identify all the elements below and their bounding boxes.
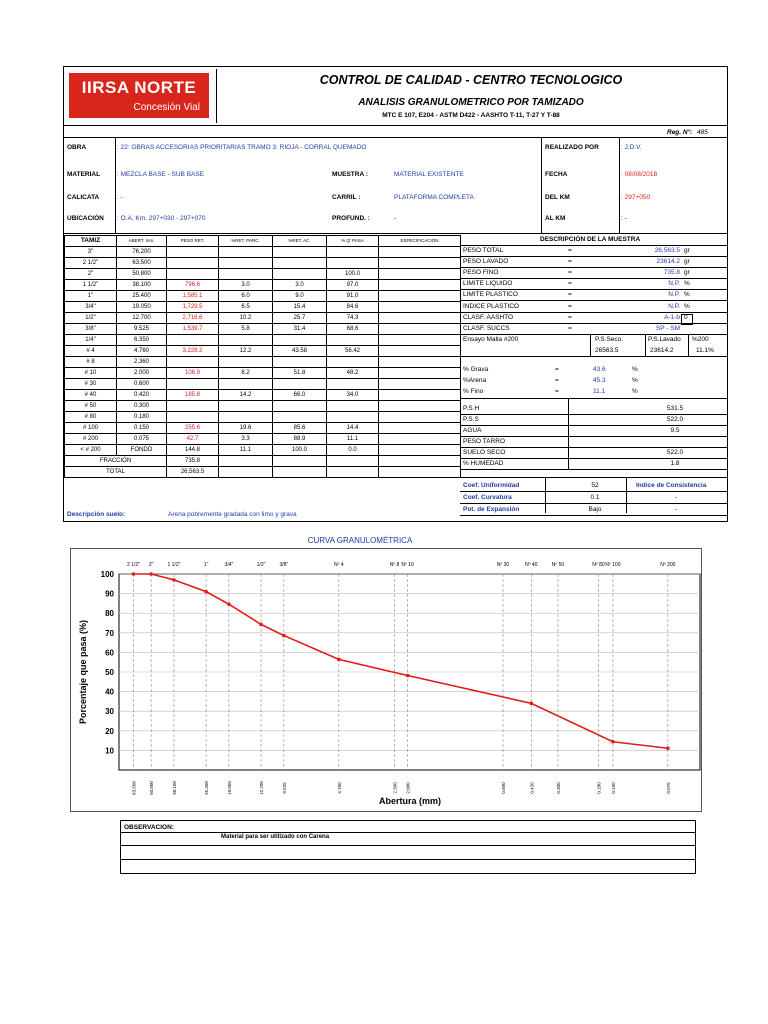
sieve-cell: 1 1/2" [65,280,117,291]
soil-description-label: Descripción suelo: [67,511,126,518]
sieve-tick-label: Nº 100 [605,562,621,568]
peso-lavado-label: PESO LAVADO [463,258,509,266]
peso-lavado-unit: gr [684,258,690,266]
aashto-index: 0 [684,314,688,321]
fecha-value: : 08/08/2018 [621,171,658,178]
y-tick-label: 70 [105,628,114,638]
sieve-cell: 84.6 [327,302,379,313]
pss-value: 522.0 [666,416,684,423]
ps-lavado-label: P.S.Lavado [648,336,681,343]
peso-total-unit: gr [684,247,690,254]
data-point [204,590,208,594]
sieve-cell: FONDO [117,445,167,456]
sieve-tick-label: 2 1/2" [127,562,140,568]
y-tick-label: 60 [105,648,114,658]
clasf-sucs-value: SP - SM [655,324,680,332]
sieve-tick-label: Nº 30 [496,562,510,568]
limite-plastico-eq: = [568,291,572,299]
pct200-label: %200 [692,336,709,343]
sieve-tick-label: 1/2" [256,562,266,568]
carril-label: CARRIL : [332,194,361,201]
sieve-cell: 15.4 [273,302,327,313]
sieve-cell: 2,716.6 [167,313,219,324]
logo-main-text: IIRSA NORTE [81,78,197,97]
alkm-value: : - [621,215,627,222]
peso-fino-value: 735.8 [663,269,680,277]
sieve-cell: 25.400 [117,291,167,302]
sieve-cell: # 4 [65,346,117,357]
sieve-cell: 11.1 [219,445,273,456]
y-tick-label: 30 [105,707,114,717]
sieve-cell: 8.2 [219,368,273,379]
peso-lavado-eq: = [568,258,572,266]
psh-label: P.S.H [463,405,480,412]
sieve-cell: 1,539.7 [167,324,219,335]
sieve-cell: 11.1 [327,434,379,445]
grava-label: % Grava [463,366,489,373]
muestra-label: MUESTRA : [332,171,368,178]
ps-seco-label: P.S.Seco. [595,336,624,343]
divider [121,845,695,846]
report-norms: MTC E 107, E204 - ASTM D422 - AASHTO T-11, T-27 Y T-88 [382,112,560,119]
sieve-cell: 0.600 [117,379,167,390]
total-row-label: TOTAL [65,467,167,478]
sieve-tick-label: Nº 8 [389,562,400,568]
agua-label: AGUA [463,427,482,434]
sieve-cell: 0.0 [327,445,379,456]
sieve-cell: # 10 [65,368,117,379]
calicata-value: : - [117,194,123,201]
sieve-cell: 1,729.5 [167,302,219,313]
sieve-cell: 1/2" [65,313,117,324]
sieve-cell: 12.2 [219,346,273,357]
sieve-cell: # 8 [65,357,117,368]
sieve-cell: 255.6 [167,423,219,434]
sieve-cell: 48.2 [327,368,379,379]
y-tick-label: 10 [105,746,114,756]
coef-uniformidad-value: 52 [591,482,599,489]
sieve-cell: 85.6 [273,423,327,434]
sieve-cell: 12.700 [117,313,167,324]
sieve-cell: 1" [65,291,117,302]
sieve-cell: 88.9 [273,434,327,445]
x-tick-label: 38.100 [171,781,177,795]
data-point [149,572,153,576]
sieve-cell: # 200 [65,434,117,445]
x-tick-label: 63.500 [131,781,137,795]
suelo-seco-value: 522.0 [666,449,684,456]
peso-total-value: 26,563.5 [654,247,680,254]
y-tick-label: 20 [105,726,114,736]
data-point [132,572,136,576]
profund-value: - [394,215,397,222]
sieve-cell: 3/8" [65,324,117,335]
sieve-cell: 74.3 [327,313,379,324]
x-tick-label: 12.700 [259,781,265,795]
x-tick-label: 4.760 [336,782,342,794]
sieve-cell: 796.6 [167,280,219,291]
sieve-tick-label: Nº 80 [592,562,605,568]
reg-label: Reg. N°: [667,129,693,136]
peso-fino-unit: gr [684,269,690,277]
x-tick-label: 0.300 [555,782,561,794]
data-point [666,746,670,750]
data-point [337,658,341,662]
sieve-header-cell: PESO RET. [167,236,219,247]
expansion-dash: - [675,506,678,513]
grading-curve-line [133,574,667,748]
x-tick-label: 0.180 [596,782,602,794]
sieve-cell: 2.360 [117,357,167,368]
sieve-cell: 43.58 [273,346,327,357]
clasf-sucs-eq: = [568,324,572,332]
sieve-cell: 0.180 [117,412,167,423]
clasf-aashto-label: CLASF. AASHTO [463,313,514,321]
observation-text: Material para ser utilizado con Carena [221,834,330,840]
calicata-label: CALICATA [67,194,100,201]
x-tick-label: 19.050 [226,781,232,795]
fecha-label: FECHA [545,171,568,178]
y-axis-label: Porcentaje que pasa (%) [78,619,88,725]
alkm-label: AL KM [545,215,566,222]
sieve-cell: 2" [65,269,117,280]
sieve-tick-label: Nº 4 [334,562,344,568]
sieve-cell: 10.2 [219,313,273,324]
x-tick-label: 0.150 [610,782,616,794]
sieve-cell: 6.5 [219,302,273,313]
carril-value: PLATAFORMA COMPLETA [394,194,474,201]
clasf-aashto-eq: = [568,313,572,321]
sieve-cell: 51.8 [273,368,327,379]
ps-lavado-value: 23614.2 [650,347,674,354]
sieve-cell: # 30 [65,379,117,390]
sieve-cell: 3.0 [273,280,327,291]
sieve-cell: # 80 [65,412,117,423]
arena-label: %Arena [463,377,487,384]
x-tick-label: 50.800 [149,781,155,795]
data-point [611,740,615,744]
sieve-cell: 2 1/2" [65,258,117,269]
sieve-cell: 0.300 [117,401,167,412]
fraction-row-value: 735.8 [167,456,219,467]
sieve-cell: 76.200 [117,247,167,258]
x-tick-label: 0.075 [665,782,671,794]
psh-value: 531.5 [666,405,684,412]
consistencia-dash: - [675,494,678,501]
obra-label: OBRA [67,144,87,151]
sieve-cell: 31.4 [273,324,327,335]
peso-fino-eq: = [568,269,572,277]
coef-uniformidad-label: Coef. Uniformidad [463,482,520,489]
chart-title: CURVA GRANULOMÉTRICA [307,536,413,545]
x-tick-label: 25.400 [204,781,210,795]
sieve-cell: # 100 [65,423,117,434]
limite-liquido-value: N.P. [668,280,680,288]
fraction-row-label: FRACCIÓN [65,456,167,467]
x-tick-label: 9.525 [281,782,287,794]
limite-liquido-label: LIMITE LIQUIDO [463,280,513,288]
peso-fino-label: PESO FINO [463,269,499,277]
realizado-label: REALIZADO POR [545,144,599,151]
sieve-cell: 66.0 [273,390,327,401]
sieve-cell: 14.4 [327,423,379,434]
sieve-cell: 100.0 [327,269,379,280]
clasf-aashto-value: A-1-b [664,313,680,321]
pss-label: P.S.S [463,416,479,423]
arena-pct: % [632,377,638,384]
ps-seco-value: 26563.5 [595,347,619,354]
sieve-header-cell: TAMIZ [65,236,117,247]
muestra-value: MATERIAL EXISTENTE [394,171,464,178]
sieve-header-cell: %RET. PARC. [219,236,273,247]
divider [121,832,695,833]
sieve-tick-label: 1" [203,562,209,568]
sieve-tick-label: Nº 50 [551,562,565,568]
limite-plastico-unit: % [684,291,690,299]
sieve-header-cell: ABERT. mm. [117,236,167,247]
profund-label: PROFUND. : [332,215,370,222]
sieve-cell: 106.9 [167,368,219,379]
sieve-tick-label: Nº 10 [401,562,414,568]
sieve-cell: 1,585.1 [167,291,219,302]
x-tick-label: 2.360 [392,782,398,794]
sieve-cell: 42.7 [167,434,219,445]
sieve-cell: 14.2 [219,390,273,401]
reg-value: 485 [697,129,708,136]
peso-total-label: PESO TOTAL [463,247,504,254]
material-value: : MEZCLA BASE - SUB BASE [117,171,205,178]
sieve-cell: # 50 [65,401,117,412]
delkm-value: : 297+050 [621,194,651,201]
y-tick-label: 40 [105,687,114,697]
indice-plastico-label: INDICE PLASTICO [463,302,519,310]
humedad-label: % HUMEDAD [463,460,504,467]
agua-value: 9.5 [670,427,680,434]
sieve-cell: 19.6 [219,423,273,434]
sieve-cell: 6.350 [117,335,167,346]
indice-plastico-eq: = [568,302,572,310]
data-point [259,623,263,627]
sieve-cell: # 40 [65,390,117,401]
sieve-cell: 0.075 [117,434,167,445]
data-point [282,634,286,638]
limite-plastico-label: LIMITE PLASTICO [463,291,518,299]
limite-liquido-eq: = [568,280,572,288]
sieve-cell: 9.525 [117,324,167,335]
grava-eq: = [555,366,559,373]
sieve-header-cell: % Q' PASA [327,236,379,247]
clasf-sucs-label: CLASF. SUCCS [463,324,510,332]
sieve-cell: 97.0 [327,280,379,291]
sieve-tick-label: 2" [148,562,154,568]
sieve-cell: 0.420 [117,390,167,401]
delkm-label: DEL KM [545,194,570,201]
coef-curvatura-value: 0.1 [590,494,600,501]
sieve-cell: 1/4" [65,335,117,346]
report-title: CONTROL DE CALIDAD - CENTRO TECNOLOGICO [319,73,623,87]
x-tick-label: 2.000 [405,782,411,794]
sieve-cell: 3,228.2 [167,346,219,357]
consistencia-label: Indice de Consistencia [636,482,707,489]
sieve-header-cell: %RET. AC. [273,236,327,247]
obra-value: : 22: OBRAS ACCESORIAS PRIORITARIAS TRAMO 3: RIOJA - CORRAL QUEMADO [117,144,367,151]
sieve-cell: 63.500 [117,258,167,269]
sieve-cell: 6.0 [219,291,273,302]
data-point [406,674,410,678]
divider [121,859,695,860]
suelo-seco-label: SUELO SECO [463,449,506,456]
limite-liquido-unit: % [684,280,690,288]
report-subtitle: ANALISIS GRANULOMETRICO POR TAMIZADO [358,97,584,108]
peso-tarro-label: PESO TARRO [463,438,506,445]
sieve-tick-label: Nº 200 [660,562,676,568]
peso-lavado-value: 23614.2 [656,258,680,266]
sieve-cell: 4.760 [117,346,167,357]
realizado-value: : J.D.V. [621,144,642,151]
sieve-tick-label: 3/8" [279,562,289,568]
sieve-cell: 38.100 [117,280,167,291]
pot-expansion-label: Pot. de Expansión [463,506,520,513]
limite-plastico-value: N.P. [668,291,680,299]
sieve-cell: 144.8 [167,445,219,456]
peso-total-eq: = [568,247,572,254]
sieve-cell: 3" [65,247,117,258]
sieve-cell: 34.0 [327,390,379,401]
total-row-value: 26,563.5 [167,467,219,478]
arena-value: 45.3 [593,377,606,384]
x-tick-label: 0.420 [529,782,535,794]
observation-label: OBSERVACION: [124,824,174,831]
sieve-cell: 9.0 [273,291,327,302]
data-point [529,702,533,706]
y-tick-label: 50 [105,668,114,677]
ensayo-malla-label: Ensayo Malla #200 [463,336,519,343]
indice-plastico-value: N.P. [668,302,680,310]
sieve-cell: 25.7 [273,313,327,324]
fino-value: 11.1 [593,388,606,395]
sieve-tick-label: Nº 40 [525,562,538,568]
sieve-cell: 185.8 [167,390,219,401]
fino-eq: = [555,388,559,395]
sieve-cell: 56.42 [327,346,379,357]
material-label: MATERIAL [67,171,101,178]
x-axis-label: Abertura (mm) [378,796,442,806]
sieve-cell: 19.050 [117,302,167,313]
soil-description-value: Arena pobremente gradada con limo y grava [168,511,297,518]
sieve-cell: 3/4" [65,302,117,313]
fino-label: % Fino [463,388,484,395]
x-tick-label: 0.600 [501,782,507,794]
sieve-tick-label: 1 1/2" [167,562,181,568]
sieve-cell: 91.0 [327,291,379,302]
sieve-cell: < # 200 [65,445,117,456]
grava-value: 43.6 [593,366,606,373]
grava-pct: % [632,366,638,373]
y-tick-label: 90 [105,589,114,599]
observation-box [120,820,696,874]
sieve-cell: 68.6 [327,324,379,335]
fino-pct: % [632,388,638,395]
sieve-tick-label: 3/4" [224,562,234,568]
sieve-cell: 3.0 [219,280,273,291]
humedad-value: 1.8 [670,460,680,467]
pct200-value: 11.1% [696,347,714,354]
sieve-cell: 5.8 [219,324,273,335]
sieve-cell: 3.3 [219,434,273,445]
pot-expansion-value: Bajo [588,506,602,513]
sieve-header-cell: ESPECIFICACIÓN [379,236,461,247]
sieve-cell: 2.000 [117,368,167,379]
y-tick-label: 80 [105,609,114,619]
sieve-cell: 100.0 [273,445,327,456]
indice-plastico-unit: % [684,302,690,310]
coef-curvatura-label: Coef. Curvatura [463,494,512,501]
data-point [227,602,231,606]
sieve-cell: 50.800 [117,269,167,280]
sieve-cell: 0.150 [117,423,167,434]
y-tick-label: 100 [100,570,114,579]
ubicacion-value: : O.A. Km. 297+030 - 297+070 [117,215,206,222]
logo-sub-text: Concesión Vial [133,102,200,113]
sample-title: DESCRIPCIÓN DE LA MUESTRA [540,236,641,243]
arena-eq: = [555,377,559,384]
ubicacion-label: UBICACIÓN [67,215,104,222]
data-point [172,578,176,582]
